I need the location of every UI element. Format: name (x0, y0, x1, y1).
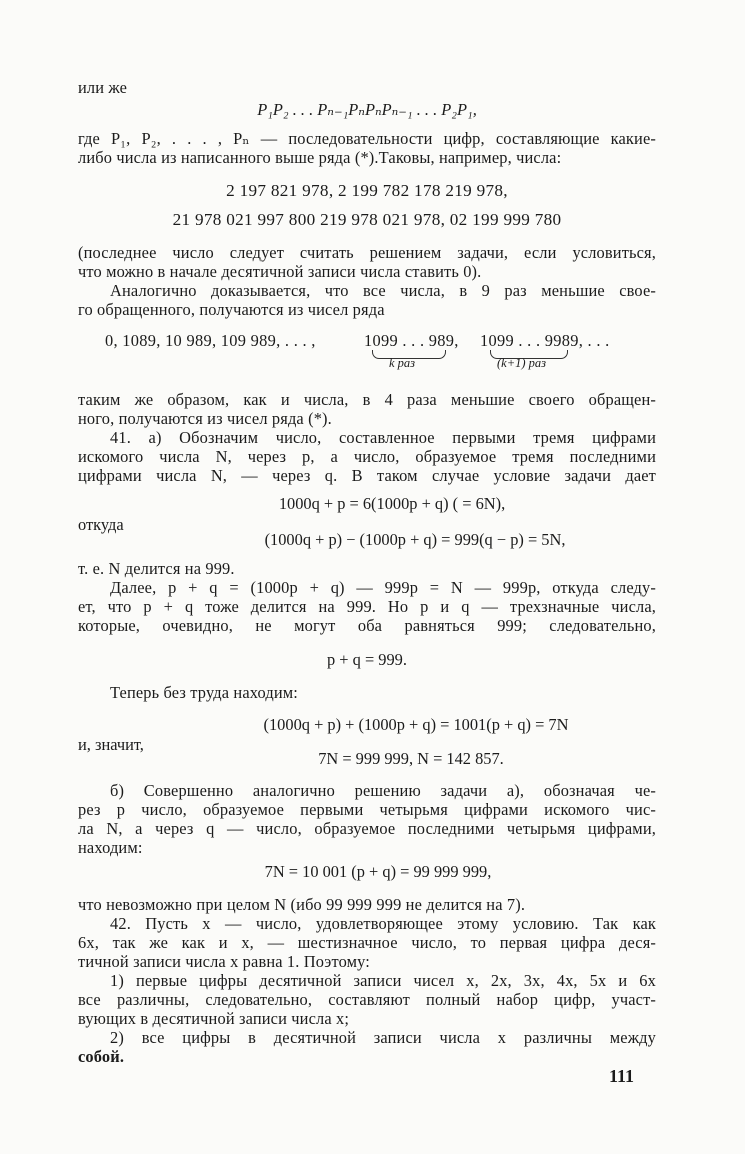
text-line: го обращенного, получаются из чисел ряда (78, 300, 385, 319)
text-line: т. е. N делится на 999. (78, 559, 235, 578)
equation-palindrome: P₁P₂ . . . Pₙ₋₁PₙPₙPₙ₋₁ . . . P₂P₁, (257, 100, 477, 119)
text-otkuda: откуда (78, 515, 124, 534)
equation-1: 1000q + p = 6(1000p + q) ( = 6N), (278, 494, 506, 513)
text-line: рез p число, образуемое первыми четырьмя цифрами искомого чис- (78, 800, 656, 819)
underbrace-k1-label: (k+1) раз (497, 356, 547, 370)
equation-4: (1000q + p) + (1000p + q) = 1001(p + q) = 7N (263, 715, 569, 734)
text-line: Далее, p + q = (1000p + q) — 999p = N — 999p, откуда следу- (110, 578, 656, 597)
text-line: таким же образом, как и числа, в 4 раза меньшие своего обращен- (78, 390, 656, 409)
text-line: (последнее число следует считать решением задачи, если условиться, (78, 243, 656, 262)
text-line: ла N, а через q — число, образуемое последними четырьмя цифрами, (78, 819, 656, 838)
series-part-3: 1099 . . . 9989, . . . (480, 331, 610, 350)
list-item-2: 2) все цифры в десятичной записи числа x различны между (110, 1028, 656, 1047)
text-line: все различны, следовательно, составляют полный набор цифр, участ- (78, 990, 656, 1009)
problem-42-start: 42. Пусть x — число, удовлетворяющее этому условию. Так как (110, 914, 656, 933)
text-line: что невозможно при целом N (ибо 99 999 999 не делится на 7). (78, 895, 526, 914)
text-line: где P₁, P₂, . . . , Pₙ — последовательности цифр, составляющие какие- (78, 129, 656, 148)
equation-6: 7N = 10 001 (p + q) = 99 999 999, (264, 862, 492, 881)
text-line: находим: (78, 838, 143, 857)
text-line: искомого числа N, через p, а число, образуемое тремя последними (78, 447, 656, 466)
series-part-2: 1099 . . . 989, (364, 331, 459, 350)
series-part-1: 0, 1089, 10 989, 109 989, . . . , (105, 331, 316, 350)
text-znachit: и, значит, (78, 735, 144, 754)
underbrace-k-label: k раз (389, 356, 416, 370)
problem-41b-start: б) Совершенно аналогично решению задачи а), обозначая че- (110, 781, 656, 800)
equation-3: p + q = 999. (327, 650, 407, 669)
text-line: тичной записи числа x равна 1. Поэтому: (78, 952, 370, 971)
text-line: которые, очевидно, не могут оба равняться 999; следовательно, (78, 616, 656, 635)
page-number: 111 (609, 1066, 635, 1086)
equation-5: 7N = 999 999, N = 142 857. (318, 749, 504, 768)
text-line: Аналогично доказывается, что все числа, в 9 раз меньшие свое- (110, 281, 656, 300)
text-line: ного, получаются из чисел ряда (*). (78, 409, 332, 428)
text-line: ет, что p + q тоже делится на 999. Но p и q — трехзначные числа, (78, 597, 656, 616)
list-item-1: 1) первые цифры десятичной записи чисел x, 2x, 3x, 4x, 5x и 6x (110, 971, 656, 990)
text-line: либо числа из написанного выше ряда (*).Таковы, например, числа: (78, 148, 562, 167)
text-line: или же (78, 78, 128, 97)
text-line: что можно в начале десятичной записи числа ставить 0). (78, 262, 482, 281)
equation-2: (1000q + p) − (1000p + q) = 999(q − p) = 5N, (264, 530, 566, 549)
numbers-line-2: 21 978 021 997 800 219 978 021 978, 02 199 999 780 (172, 210, 562, 229)
text-line: 6x, так же как и x, — шестизначное число, то первая цифра деся- (78, 933, 656, 952)
text-line: собой. (78, 1047, 125, 1066)
text-line: Теперь без труда находим: (110, 683, 298, 702)
numbers-line-1: 2 197 821 978, 2 199 782 178 219 978, (226, 181, 508, 200)
text-line: вующих в десятичной записи числа x; (78, 1009, 350, 1028)
problem-41-start: 41. а) Обозначим число, составленное первыми тремя цифрами (110, 428, 656, 447)
text-line: цифрами числа N, — через q. В таком случае условие задачи дает (78, 466, 656, 485)
